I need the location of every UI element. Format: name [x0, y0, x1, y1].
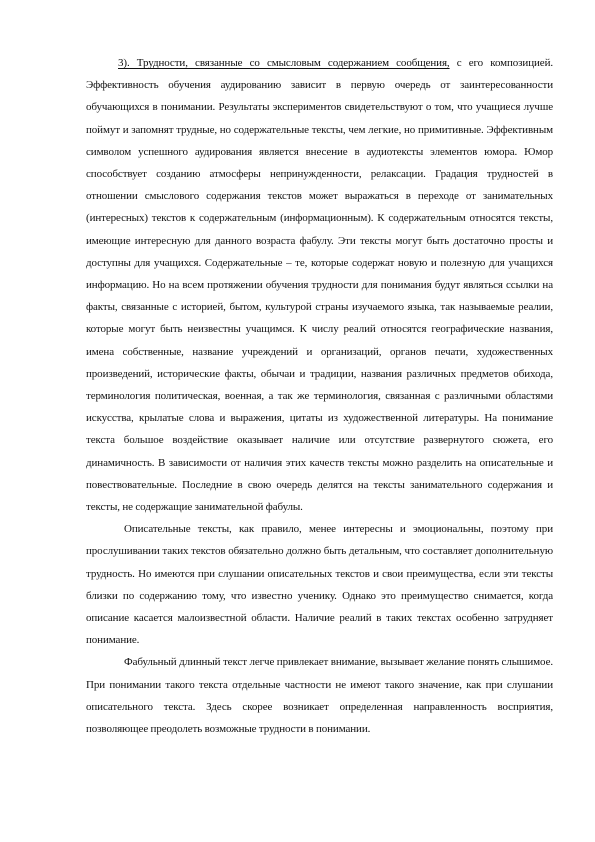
- document-page: [86, 52, 553, 740]
- paragraph-1: [86, 52, 553, 518]
- paragraph-1-heading-underlined: 3). Трудности, связанные со смысловым содержанием сообщения,: [118, 57, 450, 69]
- paragraph-3-text: Фабульный длинный текст легче привлекает внимание, вызывает желание понять слышимое. При понимании такого текста отдельные частности не имеют такого значение, как при слушании описательного текста. Здесь скорее возникает определенная направленность восприятия, позволяющее преодолеть возможные трудности в понимании.: [86, 656, 553, 736]
- paragraph-1-text: с его композицией. Эффективность обучения аудированию зависит в первую очередь от заинтересованности обучающихся в понимании. Результаты экспериментов свидетельствуют о том, что учащиеся лучше поймут и запомнят трудные, но содержательные тексты, чем легкие, но примитивные. Эффективным символом успешного аудирования является внесение в аудиотексты элементов юмора. Юмор способствует созданию атмосферы непринужденности, релаксации. Градация трудностей в отношении смыслового содержания текстов может выражаться в переходе от занимательных (интересных) текстов к содержательным (информационным). К содержательным относятся тексты, имеющие интересную для данного возраста фабулу. Эти тексты могут быть достаточно просты и доступны для учащихся. Содержательные – те, которые содержат новую и полезную для учащихся информацию. Но на всем протяжении обучения трудности для понимания будут являться ссылки на факты, связанные с историей, бытом, культурой страны изучаемого языка, так называемые реалии, которые могут быть неизвестны учащимся. К числу реалий относятся географические названия, имена собственные, название учреждений и организаций, органов печати, художественных произведений, исторические факты, обычаи и традиции, названия различных предметов обихода, терминология политическая, военная, а так же терминология, связанная с различными областями искусства, крылатые слова и выражения, цитаты из художественной литературы. На понимание текста большое воздействие оказывает наличие или отсутствие развернутого сюжета, его динамичность. В зависимости от наличия этих качеств тексты можно разделить на описательные и повествовательные. Последние в свою очередь делятся на тексты занимательного содержания и тексты, не содержащие занимательной фабулы.: [86, 57, 554, 514]
- paragraph-3: [86, 651, 553, 740]
- paragraph-2: [86, 518, 553, 651]
- paragraph-2-text: Описательные тексты, как правило, менее интересны и эмоциональны, поэтому при прослушивании таких текстов обязательно должно быть детальным, что составляет дополнительную трудность. Но имеются при слушании описательных текстов и свои преимущества, если эти тексты близки по содержанию тому, что известно ученику. Однако это преимущество снимается, когда описание касается малоизвестной области. Наличие реалий в таких текстах особенно затрудняет понимание.: [86, 523, 553, 647]
